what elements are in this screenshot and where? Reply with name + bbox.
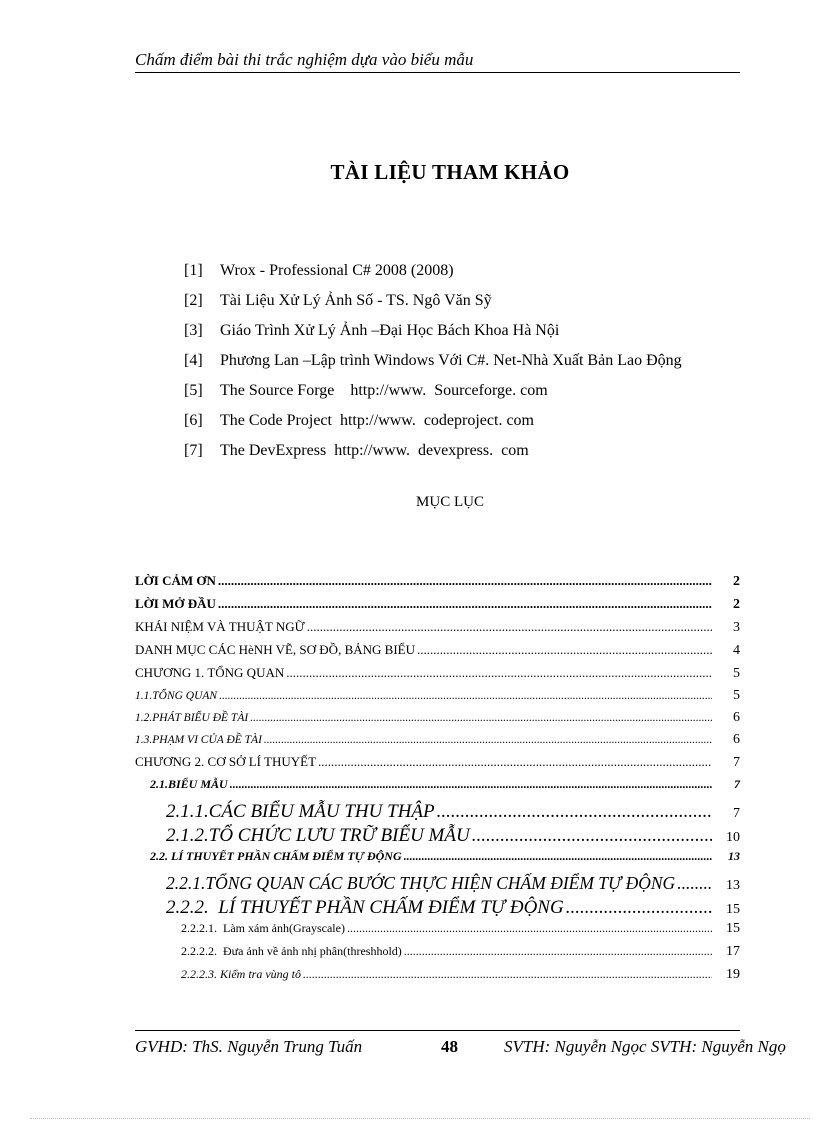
table-of-contents bbox=[135, 573, 740, 990]
toc-entry[interactable] bbox=[135, 921, 740, 944]
toc-page-number: 7 bbox=[733, 806, 740, 821]
toc-entry-title: CHƯƠNG 2. CƠ SỞ LÍ THUYẾT bbox=[135, 754, 317, 769]
toc-entry-title: LỜI CẢM ƠN bbox=[135, 573, 216, 588]
reference-item bbox=[184, 440, 784, 470]
toc-leader bbox=[218, 573, 712, 589]
reference-list bbox=[184, 260, 784, 470]
toc-leader bbox=[677, 873, 712, 894]
toc-entry-title: 2.2.2.1. Làm xám ảnh(Grayscale) bbox=[181, 921, 345, 935]
toc-entry[interactable] bbox=[135, 897, 740, 921]
toc-entry[interactable] bbox=[135, 642, 740, 665]
toc-entry[interactable] bbox=[135, 967, 740, 990]
toc-page-number: 6 bbox=[733, 710, 740, 725]
reference-item bbox=[184, 260, 784, 290]
toc-entry[interactable] bbox=[135, 710, 740, 732]
toc-leader bbox=[404, 849, 712, 864]
toc-entry-title: 2.1.BIỂU MẪU bbox=[150, 777, 228, 791]
toc-leader bbox=[437, 801, 712, 823]
reference-number: [1] bbox=[184, 262, 203, 279]
toc-entry-title: DANH MỤC CÁC HèNH VẼ, SƠ ĐỒ, BẢNG BIỂU bbox=[135, 642, 415, 657]
toc-leader bbox=[404, 944, 712, 959]
reference-text: The Code Project http://www. codeproject. com bbox=[220, 412, 534, 429]
toc-entry[interactable] bbox=[135, 777, 740, 801]
reference-text: Giáo Trình Xử Lý Ảnh –Đại Học Bách Khoa Hà Nội bbox=[220, 322, 560, 339]
toc-leader bbox=[307, 619, 712, 635]
toc-entry[interactable] bbox=[135, 801, 740, 825]
toc-entry[interactable] bbox=[135, 849, 740, 873]
reference-number: [2] bbox=[184, 292, 203, 309]
reference-text: The DevExpress http://www. devexpress. com bbox=[220, 442, 529, 459]
reference-item bbox=[184, 290, 784, 320]
toc-entry-title: 2.2. LÍ THUYẾT PHẦN CHẤM ĐIỂM TỰ ĐỘNG bbox=[150, 849, 402, 863]
toc-leader bbox=[318, 754, 712, 770]
reference-number: [5] bbox=[184, 382, 203, 399]
reference-number: [7] bbox=[184, 442, 203, 459]
toc-page-number: 7 bbox=[733, 755, 740, 770]
toc-leader bbox=[230, 777, 712, 792]
page-title: TÀI LIỆU THAM KHẢO bbox=[330, 160, 570, 184]
toc-page-number: 2 bbox=[733, 574, 740, 589]
toc-leader bbox=[250, 712, 712, 724]
toc-page-number: 13 bbox=[728, 849, 740, 863]
reference-text: Phương Lan –Lập trình Windows Với C#. Net-Nhà Xuất Bản Lao Động bbox=[220, 352, 682, 369]
reference-number: [6] bbox=[184, 412, 203, 429]
toc-leader bbox=[472, 825, 712, 847]
toc-entry[interactable] bbox=[135, 873, 740, 897]
toc-entry[interactable] bbox=[135, 944, 740, 967]
toc-leader bbox=[286, 665, 712, 681]
reference-item bbox=[184, 320, 784, 350]
toc-entry[interactable] bbox=[135, 825, 740, 849]
toc-entry-title: LỜI MỞ ĐẦU bbox=[135, 596, 216, 611]
toc-entry-title: 2.2.2.2. Đưa ảnh về ảnh nhị phân(threshhold) bbox=[181, 944, 402, 958]
toc-page-number: 15 bbox=[726, 902, 740, 917]
toc-entry-title: 2.2.2. LÍ THUYẾT PHẦN CHẤM ĐIỂM TỰ ĐỘNG bbox=[166, 897, 564, 918]
toc-page-number: 15 bbox=[726, 921, 740, 936]
reference-text: Tài Liệu Xử Lý Ảnh Số - TS. Ngô Văn Sỹ bbox=[220, 292, 492, 309]
toc-page-number: 17 bbox=[726, 944, 740, 959]
page-bottom-divider bbox=[30, 1118, 810, 1119]
toc-heading: MỤC LỤC bbox=[416, 494, 484, 510]
toc-entry[interactable] bbox=[135, 596, 740, 619]
reference-number: [4] bbox=[184, 352, 203, 369]
toc-entry[interactable] bbox=[135, 573, 740, 596]
toc-entry[interactable] bbox=[135, 665, 740, 688]
toc-entry[interactable] bbox=[135, 688, 740, 710]
toc-page-number: 13 bbox=[726, 878, 740, 893]
toc-entry-title: 2.1.1.CÁC BIỂU MẪU THU THẬP bbox=[166, 801, 435, 822]
reference-item bbox=[184, 380, 784, 410]
toc-leader bbox=[303, 967, 712, 982]
toc-entry[interactable] bbox=[135, 754, 740, 777]
toc-entry-title: 2.2.2.3. Kiểm tra vùng tô bbox=[181, 967, 301, 981]
footer-page-number: 48 bbox=[441, 1037, 458, 1056]
reference-item bbox=[184, 410, 784, 440]
toc-entry[interactable] bbox=[135, 732, 740, 754]
reference-text: Wrox - Professional C# 2008 (2008) bbox=[220, 262, 454, 279]
reference-number: [3] bbox=[184, 322, 203, 339]
running-header: Chấm điểm bài thi trắc nghiệm dựa vào biểu mẫu bbox=[135, 48, 740, 73]
toc-leader bbox=[218, 596, 712, 612]
footer-student: SVTH: Nguyễn Ngọc SVTH: Nguyễn Ngọ bbox=[504, 1037, 786, 1056]
toc-page-number: 7 bbox=[734, 777, 740, 791]
reference-text: The Source Forge http://www. Sourceforge. com bbox=[220, 382, 548, 399]
toc-leader bbox=[347, 921, 712, 936]
toc-page-number: 6 bbox=[733, 732, 740, 747]
toc-entry-title: 1.2.PHÁT BIỂU ĐỀ TÀI bbox=[135, 712, 249, 724]
toc-page-number: 2 bbox=[733, 597, 740, 612]
toc-page-number: 10 bbox=[726, 830, 740, 845]
toc-entry[interactable] bbox=[135, 619, 740, 642]
toc-entry-title: CHƯƠNG 1. TỔNG QUAN bbox=[135, 665, 285, 680]
toc-page-number: 4 bbox=[733, 643, 740, 658]
toc-page-number: 19 bbox=[726, 967, 740, 982]
toc-entry-title: 2.1.2.TỔ CHỨC LƯU TRỮ BIỂU MẪU bbox=[166, 825, 470, 846]
footer-rule bbox=[135, 1030, 740, 1031]
toc-entry-title: 1.3.PHẠM VI CỦA ĐỀ TÀI bbox=[135, 734, 262, 746]
reference-item bbox=[184, 350, 784, 380]
footer-instructor: GVHD: ThS. Nguyễn Trung Tuấn bbox=[135, 1037, 363, 1056]
toc-page-number: 5 bbox=[733, 666, 740, 681]
toc-leader bbox=[264, 734, 712, 746]
toc-page-number: 5 bbox=[733, 688, 740, 703]
toc-leader bbox=[417, 642, 712, 658]
toc-entry-title: KHÁI NIỆM VÀ THUẬT NGỮ bbox=[135, 619, 305, 634]
toc-entry-title: 1.1.TỔNG QUAN bbox=[135, 690, 218, 702]
toc-leader bbox=[219, 690, 712, 702]
toc-page-number: 3 bbox=[733, 620, 740, 635]
toc-leader bbox=[566, 897, 712, 919]
toc-entry-title: 2.2.1.TỔNG QUAN CÁC BƯỚC THỰC HIỆN CHẤM ĐIỂM TỰ ĐỘNG bbox=[166, 873, 676, 893]
